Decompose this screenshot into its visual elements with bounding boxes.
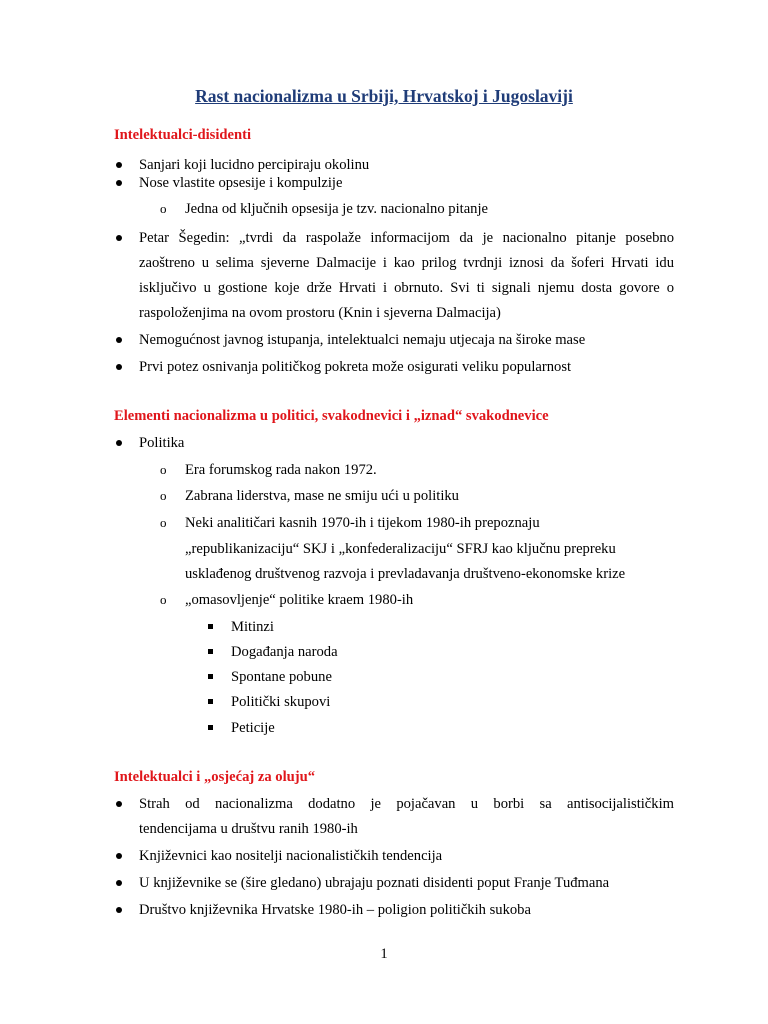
list-item: U književnike se (šire gledano) ubrajaju poznati disidenti poput Franje Tuđmana: [139, 875, 610, 891]
list-item: Politički skupovi: [231, 694, 331, 710]
paragraph-line: Strah od nacionalizma dodatno je pojačavan u borbi sa antisocijalističkim: [139, 796, 674, 812]
circle-bullet-icon: o: [160, 592, 167, 607]
list-item: Prvi potez osnivanja političkog pokreta može osigurati veliku popularnost: [139, 359, 572, 375]
bullet-icon: [116, 162, 122, 168]
bullet-icon: [116, 907, 122, 913]
bullet-icon: [116, 801, 122, 807]
list-item-continuation: „republikanizaciju“ SKJ i „konfederalizaciju“ SFRJ kao ključnu prepreku: [185, 541, 616, 557]
square-bullet-icon: [208, 674, 213, 679]
circle-bullet-icon: o: [160, 488, 167, 503]
list-item: Politika: [139, 435, 185, 451]
list-item: Nemogućnost javnog istupanja, intelektualci nemaju utjecaja na široke mase: [139, 332, 586, 348]
paragraph-line: isključivo u gostione koje drže Hrvati i obrnuto. Svi ti signali njemu dosta govore o: [139, 280, 674, 296]
paragraph-line: zaoštreno u selima sjeverne Dalmacije i kao prilog tvrdnji iznosi da šoferi Hrvati idu: [139, 255, 674, 271]
square-bullet-icon: [208, 624, 213, 629]
bullet-icon: [116, 440, 122, 446]
list-item: Književnici kao nositelji nacionalističkih tendencija: [139, 848, 443, 864]
list-item: Mitinzi: [231, 619, 274, 635]
list-item-continuation: usklađenog društvenog razvoja i prevladavanja društveno-ekonomske krize: [185, 566, 626, 582]
paragraph-line: raspoloženjima na ovom prostoru (Knin i sjeverna Dalmacija): [139, 305, 501, 321]
list-item: Jedna od ključnih opsesija je tzv. nacionalno pitanje: [185, 201, 489, 217]
page-number: 1: [380, 946, 388, 962]
circle-bullet-icon: o: [160, 462, 167, 477]
document-title: Rast nacionalizma u Srbiji, Hrvatskoj i Jugoslaviji: [195, 86, 573, 106]
bullet-icon: [116, 364, 122, 370]
circle-bullet-icon: o: [160, 515, 167, 530]
list-item: Era forumskog rada nakon 1972.: [185, 462, 377, 478]
paragraph-line: Petar Šegedin: „tvrdi da raspolaže informacijom da je nacionalno pitanje posebno: [139, 230, 674, 246]
section-heading-elementi-nacionalizma: Elementi nacionalizma u politici, svakodnevici i „iznad“ svakodnevice: [114, 408, 549, 424]
list-item: Događanja naroda: [231, 644, 338, 660]
list-item: Sanjari koji lucidno percipiraju okolinu: [139, 157, 370, 173]
circle-bullet-icon: o: [160, 201, 167, 216]
square-bullet-icon: [208, 649, 213, 654]
bullet-icon: [116, 880, 122, 886]
list-item: Peticije: [231, 720, 275, 736]
bullet-icon: [116, 337, 122, 343]
bullet-icon: [116, 180, 122, 186]
paragraph-line: tendencijama u društvu ranih 1980-ih: [139, 821, 358, 837]
section-heading-osjecaj-za-oluju: Intelektualci i „osjećaj za oluju“: [114, 769, 316, 785]
list-item: Društvo književnika Hrvatske 1980-ih – poligion političkih sukoba: [139, 902, 531, 918]
section-heading-intelektualci-disidenti: Intelektualci-disidenti: [114, 127, 252, 143]
bullet-icon: [116, 235, 122, 241]
list-item: „omasovljenje“ politike kraem 1980-ih: [185, 592, 414, 608]
list-item: Neki analitičari kasnih 1970-ih i tijekom 1980-ih prepoznaju: [185, 515, 540, 531]
square-bullet-icon: [208, 699, 213, 704]
list-item: Zabrana liderstva, mase ne smiju ući u politiku: [185, 488, 459, 504]
list-item: Spontane pobune: [231, 669, 332, 685]
list-item: Nose vlastite opsesije i kompulzije: [139, 175, 343, 191]
bullet-icon: [116, 853, 122, 859]
square-bullet-icon: [208, 725, 213, 730]
